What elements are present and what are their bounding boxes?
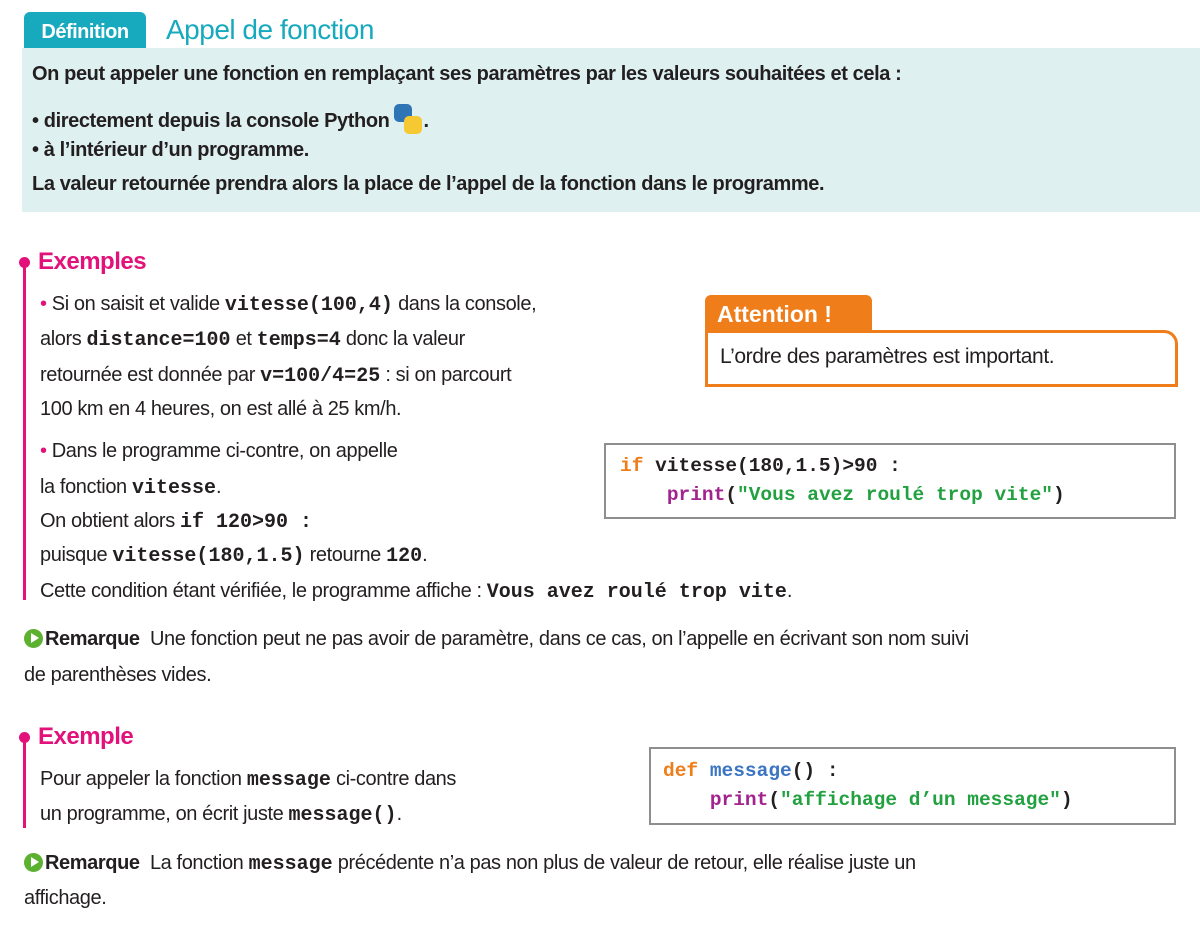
- text-segment: "Vous avez roulé trop vite": [737, 484, 1053, 506]
- example-line: [40, 364, 511, 388]
- text-segment: puisque: [40, 544, 113, 566]
- text-segment: 100 km en 4 heures, on est allé à 25 km/h.: [40, 398, 402, 420]
- text-segment: •: [40, 440, 47, 462]
- inline-code: distance=100: [86, 329, 231, 352]
- code-line: [620, 455, 901, 477]
- example-line: [40, 544, 427, 568]
- examples-heading: Exemples: [38, 248, 147, 275]
- text-segment: Une fonction peut ne pas avoir de paramètre, dans ce cas, on l’appelle en écrivant son nom suivi: [149, 628, 969, 650]
- text-segment: dans la console,: [392, 293, 537, 315]
- text-segment: La valeur retournée prendra alors la place de l’appel de la fonction dans le programme.: [32, 173, 825, 195]
- text-segment: précédente n’a pas non plus de valeur de retour, elle réalise juste un: [332, 852, 916, 874]
- example-line: [40, 510, 312, 534]
- inline-code: temps=4: [256, 329, 341, 352]
- example-line: [40, 440, 397, 463]
- text-segment: Cette condition étant vérifiée, le programme affiche :: [40, 580, 487, 602]
- text-segment: .: [422, 544, 428, 566]
- text-segment: ): [1060, 789, 1073, 811]
- definition-tab: Définition: [24, 12, 146, 48]
- text-segment: retourne: [304, 544, 387, 566]
- example-line: [40, 768, 456, 792]
- example-line: [40, 328, 465, 352]
- inline-code: 120: [386, 545, 423, 568]
- text-segment: .: [423, 110, 429, 132]
- code-line: [663, 760, 839, 782]
- code-block-message: [649, 747, 1176, 825]
- text-segment: "affichage d’un message": [780, 789, 1061, 811]
- code-line: [620, 484, 1065, 506]
- remark-text: [24, 664, 211, 687]
- text-segment: Si on saisit et valide: [46, 293, 225, 315]
- text-segment: ci-contre dans: [330, 768, 457, 790]
- inline-code: message(): [288, 804, 397, 827]
- text-segment: Pour appeler la fonction: [40, 768, 247, 790]
- text-segment: retournée est donnée par: [40, 364, 261, 386]
- remark-2: [24, 852, 916, 876]
- text-segment: print: [709, 789, 769, 811]
- remark-text: [150, 852, 916, 874]
- definition-line: [32, 104, 429, 134]
- text-segment: • directement depuis la console: [32, 110, 325, 132]
- definition-title: Appel de fonction: [166, 14, 374, 45]
- inline-code: v=100/4=25: [260, 365, 381, 388]
- text-segment: [663, 789, 710, 811]
- text-segment: de parenthèses vides.: [24, 664, 212, 686]
- example-line: [40, 580, 792, 604]
- remark-text: [24, 887, 106, 910]
- inline-code: vitesse(100,4): [224, 294, 393, 317]
- example-line: [40, 293, 536, 317]
- text-segment: •: [40, 293, 47, 315]
- definition-line: [32, 139, 309, 162]
- text-segment: un programme, on écrit juste: [40, 803, 289, 825]
- attention-tab: Attention !: [705, 295, 872, 331]
- text-segment: la fonction: [40, 476, 132, 498]
- inline-code: message: [248, 853, 333, 876]
- definition-line: [32, 173, 824, 196]
- text-segment: message: [709, 760, 792, 782]
- text-segment: .: [396, 803, 402, 825]
- text-segment: .: [215, 476, 222, 498]
- definition-line: [32, 63, 901, 86]
- text-segment: On peut appeler une fonction en remplaçant ses paramètres par les valeurs souhaitées et cela :: [32, 63, 902, 85]
- play-arrow-icon: [24, 853, 43, 872]
- remark-label: Remarque: [45, 852, 140, 874]
- example-line: [40, 476, 221, 500]
- text-segment: Python: [324, 110, 390, 132]
- attention-text: L’ordre des paramètres est important.: [720, 345, 1055, 368]
- remark-1: [24, 628, 969, 651]
- text-segment: def: [663, 760, 699, 782]
- remark-text: [150, 628, 969, 650]
- remark-label: Remarque: [45, 628, 140, 650]
- inline-code: vitesse: [131, 477, 216, 500]
- text-segment: ): [1052, 484, 1065, 506]
- text-segment: alors: [40, 328, 87, 350]
- text-segment: On obtient alors: [40, 510, 180, 532]
- text-segment: (: [768, 789, 781, 811]
- text-segment: affichage.: [24, 887, 107, 909]
- text-segment: • à l’intérieur d’un programme.: [32, 139, 309, 161]
- section-bar: [23, 737, 26, 828]
- text-segment: : si on parcourt: [380, 364, 512, 386]
- code-line: [663, 789, 1073, 811]
- text-segment: () :: [791, 760, 839, 782]
- code-block-vitesse: [604, 443, 1176, 519]
- text-segment: if: [620, 455, 644, 477]
- text-segment: vitesse(180,1.5)>90 :: [643, 455, 901, 477]
- inline-code: Vous avez roulé trop vite: [486, 581, 787, 604]
- text-segment: print: [666, 484, 726, 506]
- example-heading: Exemple: [38, 723, 134, 750]
- inline-code: vitesse(180,1.5): [112, 545, 305, 568]
- python-logo-icon: [393, 104, 423, 134]
- inline-code: message: [246, 769, 331, 792]
- text-segment: [698, 760, 710, 782]
- example-line: [40, 803, 402, 827]
- section-bar: [23, 262, 26, 600]
- example-line: [40, 398, 401, 421]
- text-segment: .: [786, 580, 793, 602]
- text-segment: donc la valeur: [340, 328, 465, 350]
- text-segment: Dans le programme ci-contre, on appelle: [46, 440, 398, 462]
- text-segment: [620, 484, 667, 506]
- text-segment: (: [725, 484, 738, 506]
- text-segment: et: [230, 328, 257, 350]
- inline-code: if 120>90 :: [179, 511, 312, 534]
- play-arrow-icon: [24, 629, 43, 648]
- text-segment: La fonction: [149, 852, 249, 874]
